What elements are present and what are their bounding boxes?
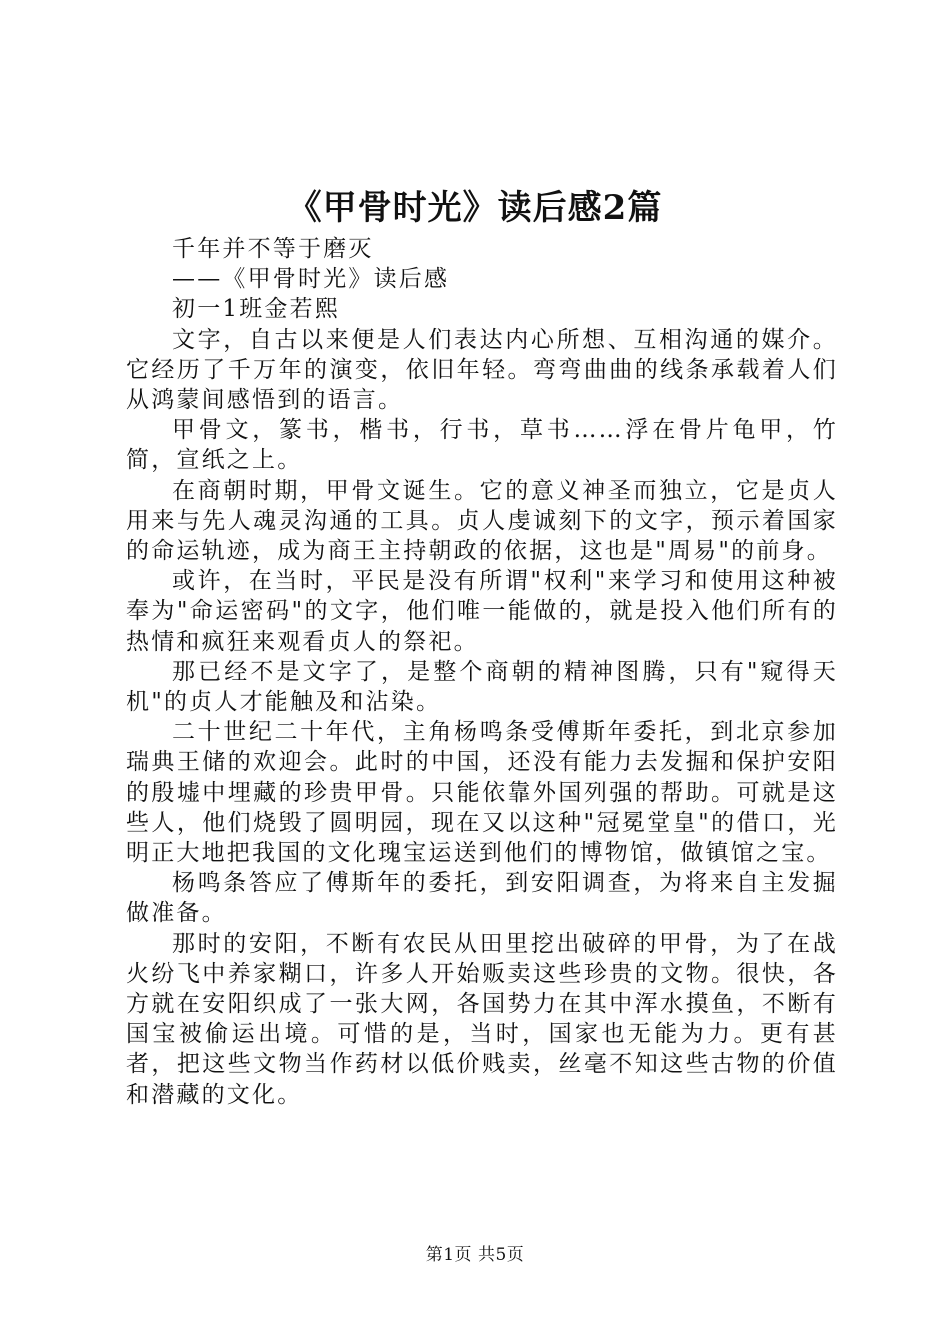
paragraph: 甲骨文，篆书，楷书，行书，草书……浮在骨片龟甲，竹简，宣纸之上。 bbox=[126, 417, 838, 474]
paragraph: 在商朝时期，甲骨文诞生。它的意义神圣而独立，它是贞人用来与先人魂灵沟通的工具。贞人虔诚刻下的文字，预示着国家的命运轨迹，成为商王主持朝政的依据，这也是"周易"的前身。 bbox=[126, 477, 838, 565]
paragraph: 杨鸣条答应了傅斯年的委托，到安阳调查，为将来自主发掘做准备。 bbox=[126, 870, 838, 927]
subtitle-line: 千年并不等于磨灭 bbox=[172, 236, 374, 262]
paragraph: 那已经不是文字了，是整个商朝的精神图腾，只有"窥得天机"的贞人才能触及和沾染。 bbox=[126, 658, 838, 716]
document-body bbox=[126, 234, 838, 1110]
paragraph: 文字，自古以来便是人们表达内心所想、互相沟通的媒介。它经历了千万年的演变，依旧年轻。弯弯曲曲的线条承载着人们从鸿蒙间感悟到的语言。 bbox=[126, 326, 838, 414]
paragraph: 或许，在当时，平民是没有所谓"权利"来学习和使用这种被奉为"命运密码"的文字，他们唯一能做的，就是投入他们所有的热情和疯狂来观看贞人的祭祀。 bbox=[126, 568, 838, 655]
subtitle-line: ——《甲骨时光》读后感 bbox=[172, 266, 450, 293]
paragraph: 那时的安阳，不断有农民从田里挖出破碎的甲骨，为了在战火纷飞中养家糊口，许多人开始贩卖这些珍贵的文物。很快，各方就在安阳织成了一张大网，各国势力在其中浑水摸鱼，不断有国宝被偷运出境。可惜的是，当时，国家也无能为力。更有甚者，把这些文物当作药材以低价贱卖，丝毫不知这些古物的价值和潜藏的文化。 bbox=[126, 930, 838, 1108]
paragraph: 二十世纪二十年代，主角杨鸣条受傅斯年委托，到北京参加瑞典王储的欢迎会。此时的中国，还没有能力去发掘和保护安阳的殷墟中埋藏的珍贵甲骨。只能依靠外国列强的帮助。可就是这些人，他们烧毁了圆明园，现在又以这种"冠冕堂皇"的借口，光明正大地把我国的文化瑰宝运送到他们的博物馆，做镇馆之宝。 bbox=[126, 719, 838, 867]
author-line: 初一1班金若熙 bbox=[172, 296, 341, 323]
page-footer: 第1页 共5页 bbox=[425, 1245, 525, 1265]
document-title: 《甲骨时光》读后感2篇 bbox=[287, 188, 663, 228]
